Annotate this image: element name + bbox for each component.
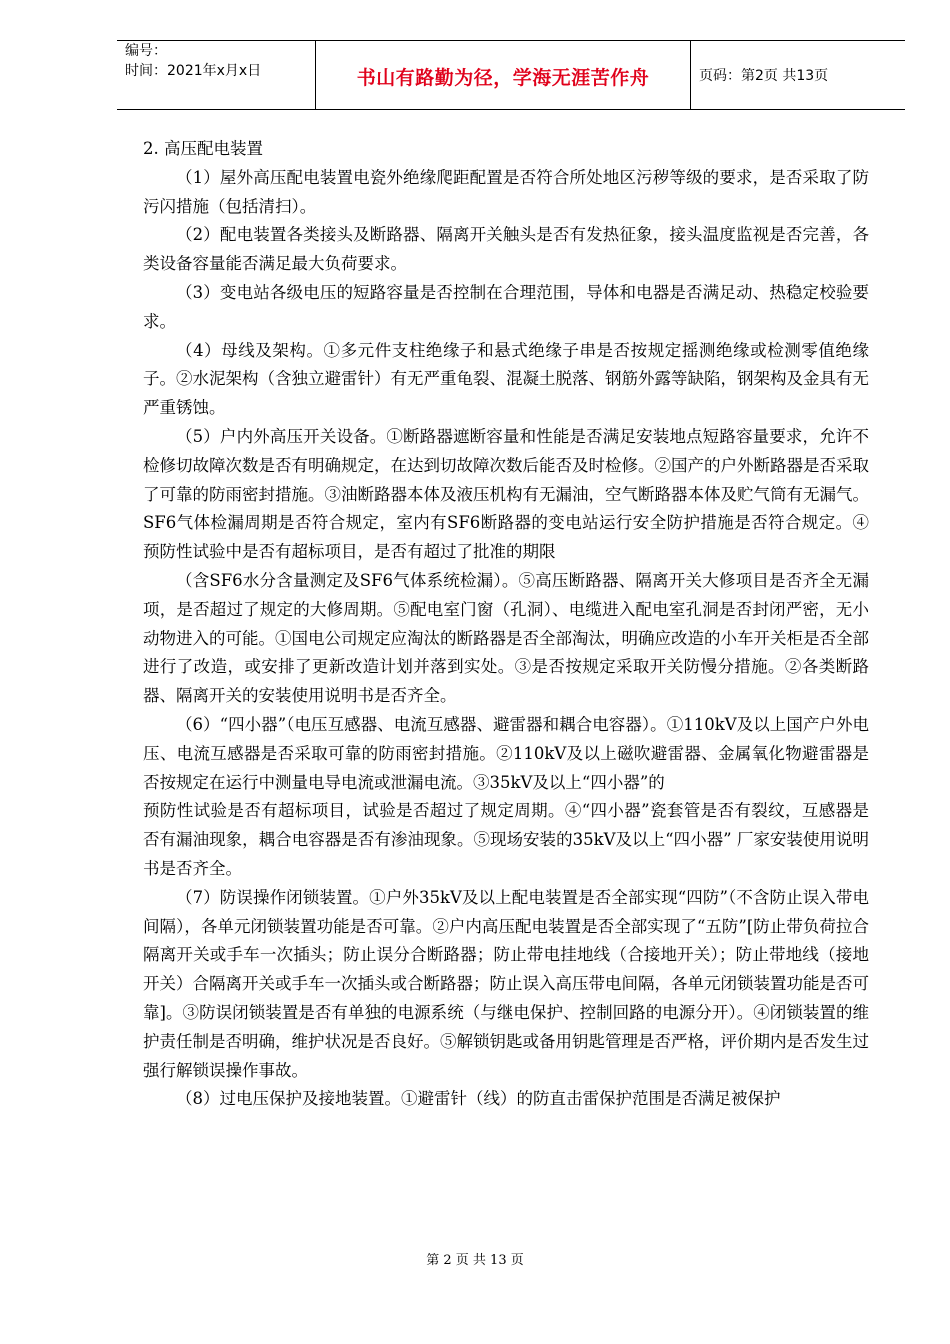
motto-text: 书山有路勤为径，学海无涯苦作舟 xyxy=(356,67,650,89)
paragraph: （1）屋外高压配电装置电瓷外绝缘爬距配置是否符合所处地区污秽等级的要求，是否采取了防污闪措施（包括清扫）。 xyxy=(143,167,869,216)
paragraph: （3）变电站各级电压的短路容量是否控制在合理范围，导体和电器是否满足动、热稳定校验要求。 xyxy=(143,282,869,331)
page-footer: 第 2 页 共 13 页 xyxy=(426,1253,524,1268)
paragraph: （5）户内外高压开关设备。①断路器遮断容量和性能是否满足安装地点短路容量要求，允许不检修切故障次数是否有明确规定，在达到切故障次数后能否及时检修。②国产的户外断路器是否采取了可靠的防雨密封措施。③油断路器本体及液压机构有无漏油，空气断路器本体及贮气筒有无漏气。SF6气体检漏周期是否符合规定，室内有SF6断路器的变电站运行安全防护措施是否符合规定。④预防性试验中是否有超标项目，是否有超过了批准的期限 xyxy=(143,426,869,562)
section-title: 2. 高压配电装置 xyxy=(143,139,263,158)
page-number-label: 页码：第2页 共13页 xyxy=(699,68,829,84)
paragraph: （2）配电装置各类接头及断路器、隔离开关触头是否有发热征象，接头温度监视是否完善，各类设备容量能否满足最大负荷要求。 xyxy=(143,225,869,274)
document-body xyxy=(143,135,869,1114)
header-info-cell xyxy=(117,41,315,109)
paragraph: （6）“四小器”（电压互感器、电流互感器、避雷器和耦合电容器）。①110kV及以上国产户外电压、电流互感器是否采取可靠的防雨密封措施。②110kV及以上磁吹避雷器、金属氧化物避雷器是否按规定在运行中测量电导电流或泄漏电流。③35kV及以上“四小器”的 xyxy=(143,714,869,792)
page-header xyxy=(117,40,905,110)
paragraph: （8）过电压保护及接地装置。①避雷针（线）的防直击雷保护范围是否满足被保护 xyxy=(176,1089,781,1109)
paragraph: （4）母线及架构。①多元件支柱绝缘子和悬式绝缘子串是否按规定摇测绝缘或检测零值绝缘子。②水泥架构（含独立避雷针）有无严重龟裂、混凝土脱落、钢筋外露等缺陷，钢架构及金具有无严重锈蚀。 xyxy=(143,340,869,418)
header-motto-cell xyxy=(315,41,691,109)
paragraph: （含SF6水分含量测定及SF6气体系统检漏）。⑤高压断路器、隔离开关大修项目是否齐全无漏项，是否超过了规定的大修周期。⑤配电室门窗（孔洞）、电缆进入配电室孔洞是否封闭严密，无小动物进入的可能。①国电公司规定应淘汰的断路器是否全部淘汰，明确应改造的小车开关柜是否全部进行了改造，或安排了更新改造计划并落到实处。③是否按规定采取开关防慢分措施。②各类断路器、隔离开关的安装使用说明书是否齐全。 xyxy=(143,570,869,706)
serial-label: 编号： xyxy=(125,43,167,59)
paragraph: 预防性试验是否有超标项目，试验是否超过了规定周期。④“四小器”瓷套管是否有裂纹，互感器是否有漏油现象，耦合电容器是否有渗油现象。⑤现场安装的35kV及以上“四小器” 厂家安装使用说明书是否齐全。 xyxy=(143,801,869,878)
time-label: 时间：2021年x月x日 xyxy=(125,63,262,79)
paragraph: （7）防误操作闭锁装置。①户外35kV及以上配电装置是否全部实现“四防”（不含防止误入带电间隔），各单元闭锁装置功能是否可靠。②户内高压配电装置是否全部实现了“五防”[防止带负荷拉合隔离开关或手车一次插头；防止误分合断路器；防止带电挂地线（合接地开关）；防止带地线（接地开关）合隔离开关或手车一次插头或合断路器；防止误入高压带电间隔，各单元闭锁装置功能是否可靠]。③防误闭锁装置是否有单独的电源系统（与继电保护、控制回路的电源分开）。④闭锁装置的维护责任制是否明确，维护状况是否良好。⑤解锁钥匙或备用钥匙管理是否严格，评价期内是否发生过强行解锁误操作事故。 xyxy=(143,887,869,1080)
